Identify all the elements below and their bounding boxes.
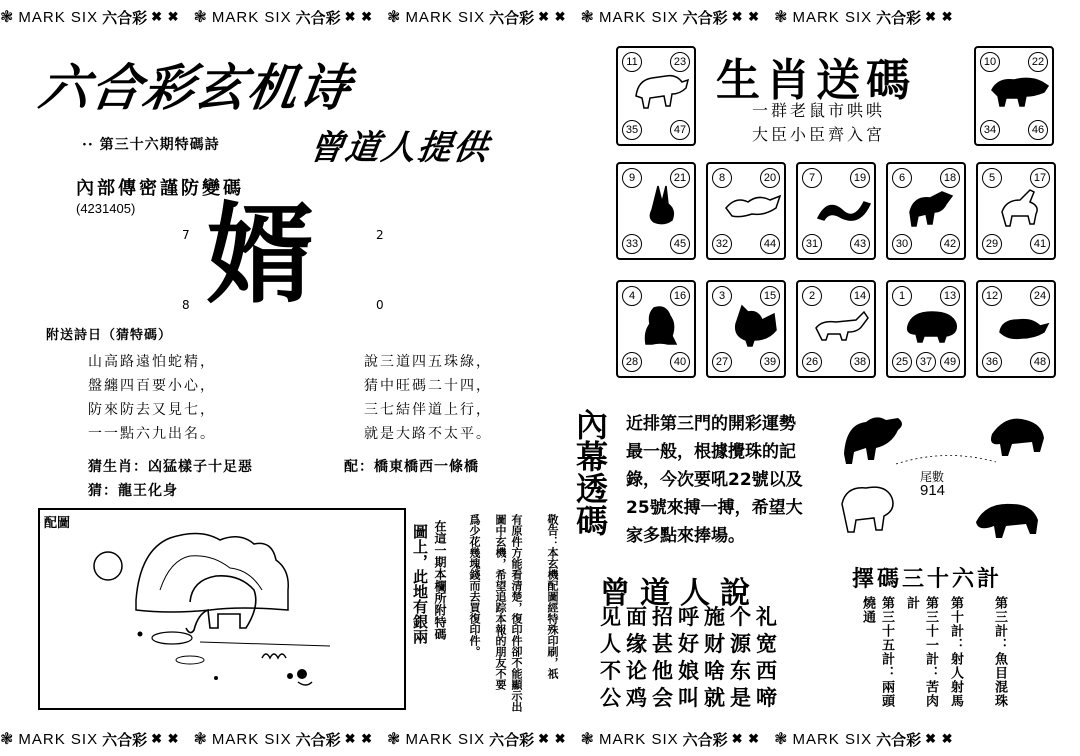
- banner-mark: MARK SIX: [792, 8, 873, 26]
- hint-pair: 配：橋東橋西一條橋: [344, 459, 479, 475]
- says-line: 不论他娘啥东西: [600, 659, 782, 683]
- zodiac-number: 2: [802, 286, 822, 306]
- zodiac-number: 4: [622, 286, 642, 306]
- page-title: 六合彩玄机诗: [35, 59, 356, 117]
- cross-icon: ✖ ✖: [731, 731, 761, 746]
- poem-line: 說三道四五珠綠，: [364, 354, 492, 370]
- banner-unit: [194, 7, 374, 28]
- zodiac-number: 30: [892, 234, 912, 254]
- rooster-icon: [722, 300, 782, 350]
- zodiac-number: 38: [850, 352, 870, 372]
- banner-lhc: 六合彩: [295, 9, 341, 27]
- banner-lhc: 六合彩: [876, 731, 922, 749]
- zodiac-number: 31: [802, 234, 822, 254]
- secret-label: 內部傳密謹防變碼: [76, 178, 244, 199]
- banner-unit: [387, 729, 567, 750]
- num-bottom-left: 8: [182, 298, 190, 312]
- flower-icon: ❃: [580, 731, 595, 748]
- snake-icon: [812, 182, 872, 232]
- flower-icon: ❃: [774, 731, 789, 748]
- cross-icon: ✖ ✖: [151, 731, 180, 746]
- zodiac-number: 8: [712, 168, 732, 188]
- cross-icon: ✖ ✖: [731, 9, 761, 24]
- zodiac-number: 35: [622, 120, 642, 140]
- zodiac-title: 生肖送碼: [716, 55, 916, 106]
- secret-character: 婿: [206, 193, 315, 318]
- says-line: 见面招呼施个礼: [600, 605, 782, 629]
- horse-icon: [902, 182, 962, 232]
- says-line: 公鸡会叫就是啼: [600, 686, 782, 710]
- zodiac-number: 27: [712, 352, 732, 372]
- zodiac-line-1: 一群老鼠市哄哄: [752, 101, 886, 120]
- flower-icon: ❃: [0, 731, 15, 748]
- illustration-box: [38, 508, 406, 710]
- says-line: 人缘甚好财源宽: [600, 632, 782, 656]
- zodiac-card: [616, 280, 696, 378]
- rat-icon: [992, 300, 1052, 350]
- inside-text: [626, 410, 836, 550]
- poem-line: 猜中旺碼二十四，: [364, 378, 492, 394]
- banner-unit: [774, 7, 954, 28]
- zodiac-number: 40: [670, 352, 690, 372]
- poem-label: 附送詩日（猜特碼）: [46, 328, 173, 343]
- zodiac-number: 5: [982, 168, 1002, 188]
- banner-lhc: 六合彩: [682, 9, 728, 27]
- tiger-icon: [976, 504, 1038, 538]
- zodiac-card: [796, 280, 876, 378]
- zodiac-number: 20: [760, 168, 780, 188]
- banner-mark: MARK SIX: [18, 730, 99, 748]
- zodiac-number: 19: [850, 168, 870, 188]
- secret-code: (4231405): [76, 201, 136, 216]
- zodiac-number: 17: [1030, 168, 1050, 188]
- bottom-banner: [0, 722, 1080, 756]
- zodiac-number: 48: [1030, 352, 1050, 372]
- zodiac-number: 21: [670, 168, 690, 188]
- banner-unit: [387, 7, 567, 28]
- banner-mark: MARK SIX: [792, 730, 873, 748]
- banner-unit: [774, 729, 954, 750]
- zodiac-number: 28: [622, 352, 642, 372]
- strategy-title: 擇碼三十六計: [852, 567, 1003, 592]
- rabbit-icon: [632, 182, 692, 232]
- banner-lhc: 六合彩: [489, 9, 535, 27]
- zodiac-number: 16: [670, 286, 690, 306]
- poem-line: 就是大路不太平。: [364, 426, 492, 442]
- poem-line: 防來防去又見七，: [88, 402, 216, 418]
- zodiac-card: [976, 162, 1056, 260]
- banner-mark: MARK SIX: [598, 730, 679, 748]
- zodiac-number: 24: [1030, 286, 1050, 306]
- zodiac-number: 14: [850, 286, 870, 306]
- zodiac-number: 6: [892, 168, 912, 188]
- tiger-icon: [990, 66, 1050, 116]
- four-animals-illustration: [836, 404, 1056, 554]
- zodiac-number: 18: [940, 168, 960, 188]
- banner-lhc: 六合彩: [876, 9, 922, 27]
- zodiac-number: 25: [892, 352, 912, 372]
- zodiac-number: 49: [940, 352, 960, 372]
- poem-right-column: [364, 350, 492, 446]
- notice-col-5: 敬告：本玄機配圖經特殊印刷，祇: [546, 514, 559, 679]
- flower-icon: ❃: [580, 9, 595, 26]
- inside-line: 最一般，根據攪珠的記: [626, 442, 796, 462]
- poem-line: 山高路遠怕蛇精，: [88, 354, 216, 370]
- zodiac-number: 22: [1028, 52, 1048, 72]
- num-top-left: 7: [182, 228, 190, 242]
- zodiac-number: 45: [670, 234, 690, 254]
- poem-line: 盤纏四百要小心，: [88, 378, 216, 394]
- hint-guess: 猜：龍王化身: [88, 483, 178, 499]
- issue-label: ·· 第三十六期特碼詩: [82, 137, 220, 153]
- banner-mark: MARK SIX: [211, 8, 292, 26]
- banner-lhc: 六合彩: [295, 731, 341, 749]
- banner-mark: MARK SIX: [211, 730, 292, 748]
- banner-unit: [194, 729, 374, 750]
- flower-icon: ❃: [387, 731, 402, 748]
- goat-icon: [992, 182, 1052, 232]
- tail-label: 尾數: [920, 470, 945, 484]
- zodiac-number: 23: [670, 52, 690, 72]
- zodiac-number: 26: [802, 352, 822, 372]
- notice-col-2: 在這一期本欄所附特碼: [433, 520, 447, 640]
- zodiac-number: 33: [622, 234, 642, 254]
- cross-icon: ✖ ✖: [344, 9, 374, 24]
- hint-zodiac: 猜生肖：凶猛樣子十足惡: [88, 459, 253, 475]
- notice-col-3: 爲少花幾塊錢而去買復印件。: [468, 514, 481, 657]
- zodiac-number: 7: [802, 168, 822, 188]
- flower-icon: ❃: [774, 9, 789, 26]
- zodiac-number: 43: [850, 234, 870, 254]
- num-top-right: 2: [376, 228, 384, 242]
- zodiac-number: 46: [1028, 120, 1048, 140]
- poem-left-column: [88, 350, 216, 446]
- flower-icon: ❃: [387, 9, 402, 26]
- zodiac-card: [706, 280, 786, 378]
- zodiac-number: 36: [982, 352, 1002, 372]
- provider-label: 曾道人提供: [306, 128, 493, 168]
- elephant-cave-illustration: [40, 510, 404, 708]
- zodiac-card: [976, 280, 1056, 378]
- inside-line: 25號來搏一搏，希望大: [626, 498, 803, 518]
- banner-mark: MARK SIX: [18, 8, 99, 26]
- zodiac-number: 44: [760, 234, 780, 254]
- zodiac-number: 34: [980, 120, 1000, 140]
- banner-lhc: 六合彩: [102, 9, 148, 27]
- pig-icon: [902, 300, 962, 350]
- banner-unit: [581, 7, 761, 28]
- zodiac-card: [616, 46, 696, 146]
- top-banner: [0, 0, 1080, 34]
- banner-lhc: 六合彩: [682, 731, 728, 749]
- banner-mark: MARK SIX: [405, 8, 486, 26]
- says-title: 曾道人說: [600, 576, 760, 611]
- cross-icon: ✖ ✖: [538, 731, 567, 746]
- zodiac-card: [616, 162, 696, 260]
- zodiac-number: 3: [712, 286, 732, 306]
- flower-icon: ❃: [0, 9, 15, 26]
- dragon-icon: [722, 182, 782, 232]
- notice-col-1: 圖上，此地有銀兩: [411, 524, 429, 644]
- banner-unit: [0, 729, 180, 750]
- zodiac-number: 47: [670, 120, 690, 140]
- zodiac-card: [974, 46, 1054, 146]
- zodiac-number: 1: [892, 286, 912, 306]
- num-bottom-right: 0: [376, 298, 384, 312]
- poem-line: 一一點六九出名。: [88, 426, 216, 442]
- panther-icon: [991, 419, 1044, 456]
- inside-line: 近排第三門的開彩運勢: [626, 414, 796, 434]
- banner-unit: [581, 729, 761, 750]
- inside-line: 錄，今次要吼22號以及: [626, 470, 803, 490]
- strategy-col-1: 第三計：魚目混珠: [992, 596, 1007, 708]
- cross-icon: ✖ ✖: [925, 731, 954, 746]
- cross-icon: ✖ ✖: [538, 9, 567, 24]
- strategy-col-4: 第三十五計：兩頭燒通: [860, 596, 894, 708]
- banner-lhc: 六合彩: [489, 731, 535, 749]
- zodiac-number: 32: [712, 234, 732, 254]
- says-lines: [600, 604, 782, 712]
- zodiac-number: 41: [1030, 234, 1050, 254]
- zodiac-number: 10: [980, 52, 1000, 72]
- zodiac-number: 37: [916, 352, 936, 372]
- notice-col-4: 有原件方能看清楚，復印件卻不能顯示出圖中玄機，希望追踪本報的朋友不要: [494, 514, 523, 712]
- dog-icon: [812, 300, 872, 350]
- poem-line: 三七結伴道上行，: [364, 402, 492, 418]
- horse-icon: [842, 487, 893, 532]
- zodiac-number: 9: [622, 168, 642, 188]
- zodiac-card: [886, 280, 966, 378]
- strategy-col-2: 第十計：射人射馬: [948, 596, 963, 708]
- flower-icon: ❃: [193, 731, 208, 748]
- inside-title: 內幕透碼: [571, 408, 609, 536]
- zodiac-line-2: 大臣小臣齊入宮: [752, 125, 886, 144]
- zodiac-number: 42: [940, 234, 960, 254]
- banner-mark: MARK SIX: [405, 730, 486, 748]
- cross-icon: ✖ ✖: [151, 9, 180, 24]
- zodiac-number: 11: [622, 52, 642, 72]
- zodiac-number: 12: [982, 286, 1002, 306]
- flower-icon: ❃: [193, 9, 208, 26]
- zodiac-card: [886, 162, 966, 260]
- banner-unit: [0, 7, 180, 28]
- zodiac-number: 29: [982, 234, 1002, 254]
- inside-line: 家多點來捧場。: [626, 526, 745, 546]
- banner-mark: MARK SIX: [598, 8, 679, 26]
- banner-lhc: 六合彩: [102, 731, 148, 749]
- zodiac-card: [706, 162, 786, 260]
- ox-icon: [632, 66, 692, 116]
- zodiac-number: 39: [760, 352, 780, 372]
- illustration-label: 配圖: [44, 516, 71, 531]
- zodiac-number: 13: [940, 286, 960, 306]
- zodiac-card: [796, 162, 876, 260]
- tail-value: 914: [920, 482, 946, 499]
- bull-icon: [844, 417, 902, 464]
- cross-icon: ✖ ✖: [344, 731, 374, 746]
- strategy-col-3: 第三十一計：苦肉計: [904, 596, 938, 708]
- monkey-icon: [632, 300, 692, 350]
- zodiac-number: 15: [760, 286, 780, 306]
- cross-icon: ✖ ✖: [925, 9, 954, 24]
